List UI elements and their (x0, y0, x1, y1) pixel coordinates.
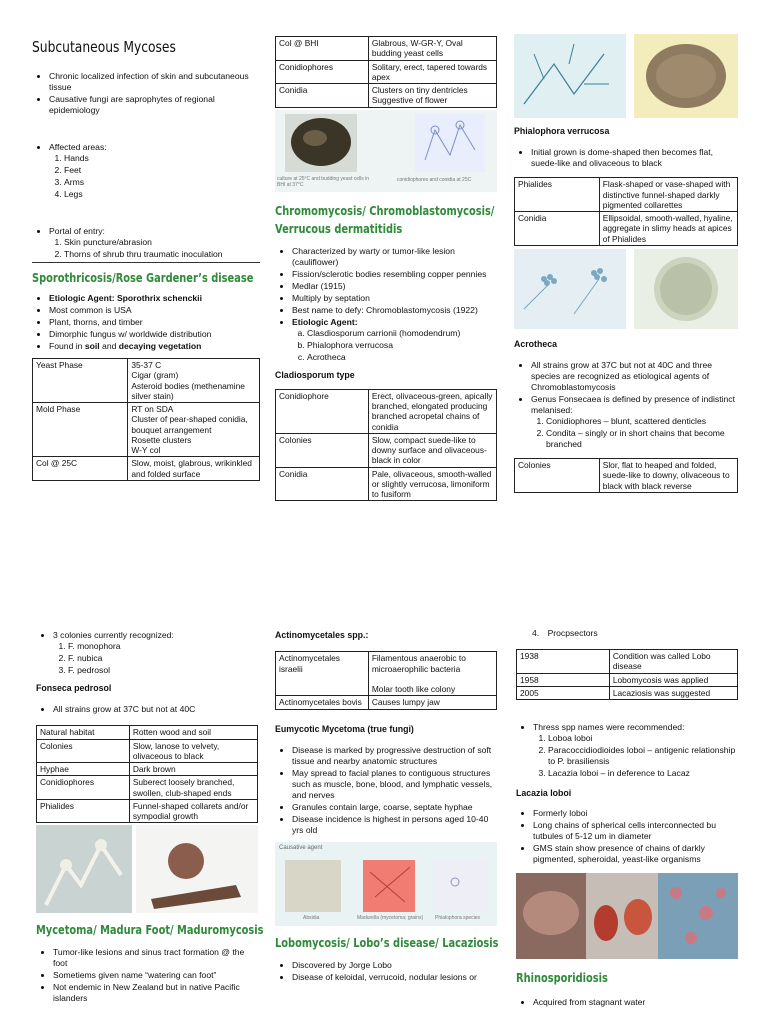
three-item: 3. Lacazia loboi – in deference to Lacaz (548, 768, 738, 779)
acro-bullet: • All strains grow at 37C but not at 40C and three species are recognized as etiological agents of Chromoblastomycosis (531, 360, 738, 393)
phialophora-photo (514, 34, 738, 118)
table-key: Col @ BHI (276, 37, 369, 61)
photo-title: Causative agent (279, 844, 323, 851)
photo-caption: culture at 25°C and budding yeast cells in BHI at 37°C (277, 175, 370, 188)
table-row (276, 696, 497, 709)
table-key: Conidiophores (276, 60, 369, 84)
acro-item: 2. Condita – singly or in short chains that become branched (546, 428, 738, 450)
lacazia-list (516, 808, 738, 865)
chromo-agent-label: Etiologic Agent: (292, 316, 358, 327)
table-key: Actinomycetales bovis (276, 696, 369, 709)
table-value: Filamentous anaerobic to microaerophilic bacteria Molar tooth like colony (368, 652, 496, 696)
table-value: 35-37 C Cigar (gram) Asteroid bodies (methenamine silver stain) (128, 359, 260, 403)
sporo-agent: Etiologic Agent: Sporothrix schenckii (49, 293, 202, 304)
lacazia-photo (516, 873, 738, 959)
affected-list (32, 142, 260, 200)
table-row (517, 686, 738, 699)
phialo-bullet: • Initial grown is dome-shaped then becomes flat, suede-like and olivaceous to black (531, 147, 738, 169)
table-row (276, 433, 497, 467)
eumy-list (275, 745, 497, 836)
table-row (515, 459, 738, 493)
proc-number: 4. (532, 628, 540, 638)
table-key: Phialides (37, 799, 130, 823)
table-value: Condition was called Lobo disease (609, 650, 737, 674)
table-key: 1938 (517, 650, 610, 674)
sporo-found: • Found in soil and decaying vegetation (49, 341, 260, 352)
table-row (37, 776, 258, 800)
three-list (516, 722, 738, 779)
affected-item: 3. Arms (64, 177, 260, 188)
photo-caption: Phialophora species (435, 914, 481, 921)
chromo-bullet: • Multiply by septation (292, 293, 497, 304)
fonseca-bullet: • All strains grow at 37C but not at 40C (53, 704, 258, 715)
colony-item: 2. F. nubica (68, 653, 258, 664)
fonseca-list (36, 704, 258, 715)
phialophora-photo-image (514, 34, 738, 118)
myce-list (36, 947, 258, 1004)
chromo-heading-line2: Verrucous dermatitidis (275, 221, 403, 236)
table-value: Pale, olivaceous, smooth-walled or slightly verrucosa, limoniform to fusiform (368, 467, 496, 501)
table-key: Conidiophore (276, 389, 369, 433)
lacazia-bullet: • Long chains of spherical cells interconnected bu tutbules of 5-12 um in diameter (533, 820, 738, 842)
table-value: Glabrous, W-GR-Y, Oval budding yeast cells (368, 37, 496, 61)
eumy-bullet: • Granules contain large, coarse, septate hyphae (292, 802, 497, 813)
acro-list (514, 360, 738, 450)
table-key: Colonies (515, 459, 600, 493)
fonseca-photo (36, 825, 258, 913)
sporo-heading: Sporothricosis/Rose Gardener’s disease (32, 271, 254, 286)
fonseca-table (36, 725, 258, 823)
table-key: Mold Phase (33, 403, 128, 457)
chromo-list (275, 246, 497, 363)
myce-bullet: • Not endemic in New Zealand but in native Pacific islanders (53, 982, 258, 1004)
table-row (37, 799, 258, 823)
table-value: RT on SDA Cluster of pear-shaped conidia, bouquet arrangement Rosette clusters W-Y col (128, 403, 260, 457)
table-value: Slow, lanose to velvety, olivaceous to black (129, 739, 257, 763)
lobo-heading: Lobomycosis/ Lobo’s disease/ Lacaziosis (275, 935, 499, 950)
table-value: Funnel-shaped collarets and/or sympodial growth (129, 799, 257, 823)
column-4 (36, 630, 264, 1005)
myce-heading: Mycetoma/ Madura Foot/ Maduromycosis (36, 923, 264, 938)
three-item: 1. Loboa loboi (548, 733, 738, 744)
divider (32, 262, 260, 263)
table-value: Causes lumpy jaw (368, 696, 496, 709)
myce-bullet: • Sometiems given name “watering can foot” (53, 970, 258, 981)
sporo-bullet: • Plant, thorns, and timber (49, 317, 260, 328)
table-value: Dark brown (129, 763, 257, 776)
affected-item: 2. Feet (64, 165, 260, 176)
table-row (517, 650, 738, 674)
table-value: Rotten wood and soil (129, 726, 257, 739)
intro-bullet: • Causative fungi are saprophytes of regional epidemiology (49, 94, 260, 116)
table-value: Ellipsoidal, smooth-walled, hyaline, aggregate in slimy heads at apices of Phialides (599, 212, 737, 246)
table-key: Col @ 25C (33, 457, 128, 481)
lobo-list (275, 960, 497, 983)
table-row (37, 739, 258, 763)
chromo-bullet: • Best name to defy: Chromoblastomycosis (1922) (292, 305, 497, 316)
table-row (515, 212, 738, 246)
chromo-heading-line1: Chromomycosis/ Chromoblastomycosis/ (275, 203, 495, 218)
causative-photo (275, 842, 497, 926)
portal-list (32, 226, 260, 260)
table-row (276, 467, 497, 501)
sporo-table (32, 358, 260, 481)
lobo-bullet: • Discovered by Jorge Lobo (292, 960, 497, 971)
acro-bullet: Genus Fonsecaea is defined by presence of indistinct melanised: (531, 394, 735, 415)
colonies-list (36, 630, 258, 676)
table-value: Slow, compact suede-like to downy surface and olivaceous-black in color (368, 433, 496, 467)
table-row (517, 673, 738, 686)
colony-item: 1. F. monophora (68, 641, 258, 652)
table-key: Actinomycetales israelii (276, 652, 369, 696)
chromo-agent: a. Clasdiosporum carrionii (homodendrum) (307, 328, 497, 339)
table-value: Slor, flat to heaped and folded, suede-like to downy, olivaceous to black with black reverse (599, 459, 737, 493)
actino-table (275, 651, 497, 709)
column-6 (516, 628, 738, 1009)
table-key: Yeast Phase (33, 359, 128, 403)
colonies-bullet: 3 colonies currently recognized: (53, 630, 174, 640)
photo-caption: Absidia (303, 914, 320, 921)
phialo-table (514, 177, 738, 246)
table-key: Phialides (515, 178, 600, 212)
acrotheca-photo-image (514, 249, 738, 329)
table-key: Hyphae (37, 763, 130, 776)
years-table (516, 649, 738, 700)
fonseca-photo-image (36, 825, 258, 913)
table-key: Conidiophores (37, 776, 130, 800)
three-bullet: Thress spp names were recommended: (533, 722, 685, 732)
chromo-agent: b. Phialophora verrucosa (307, 340, 497, 351)
table-key: Colonies (276, 433, 369, 467)
sporo-bullet: • Dimorphic fungus w/ worldwide distribution (49, 329, 260, 340)
phialo-label: Phialophora verrucosa (514, 126, 610, 136)
table-key: Conidia (276, 84, 369, 108)
chromo-bullet: • Medlar (1915) (292, 281, 497, 292)
colony-item: 3. F. pedrosol (68, 665, 258, 676)
table-key: 1958 (517, 673, 610, 686)
three-item: 2. Paracoccidiodioides loboi – antigenic relationship to P. brasiliensis (548, 745, 738, 767)
table-key: Conidia (276, 467, 369, 501)
lacazia-photo-image (516, 873, 738, 959)
lacazia-label: Lacazia loboi (516, 788, 572, 798)
affected-label: Affected areas: (49, 142, 107, 153)
intro-bullet: • Chronic localized infection of skin and subcutaneous tissue (49, 71, 260, 93)
table-key: Conidia (515, 212, 600, 246)
rhino-list (516, 997, 738, 1008)
lacazia-bullet: • GMS stain show presence of chains of darkly pigmented, spheroidal, yeast-like organisms (533, 843, 738, 865)
myce-bullet: • Tumor-like lesions and sinus tract formation @ the foot (53, 947, 258, 969)
table-row (37, 726, 258, 739)
table-row (33, 403, 260, 457)
intro-list (32, 71, 260, 116)
eumy-bullet: • Disease incidence is highest in persons aged 10-40 yrs old (292, 814, 497, 836)
table-row (33, 457, 260, 481)
sporo-cont-table (275, 36, 497, 108)
column-2 (275, 36, 497, 501)
table-row (515, 178, 738, 212)
table-value: Erect, olivaceous-green, apically branched, elongated producing branched acropetal chains of conidia (368, 389, 496, 433)
sporo-list (32, 293, 260, 352)
lacazia-bullet: • Formerly loboi (533, 808, 738, 819)
rhino-bullet: • Acquired from stagnant water (533, 997, 738, 1008)
acro-table (514, 458, 738, 493)
table-row (37, 763, 258, 776)
portal-item: 2. Thorns of shrub thru traumatic inoculation (64, 249, 260, 260)
fonseca-label: Fonseca pedrosol (36, 683, 112, 693)
table-value: Slow, moist, glabrous, wrikinkled and folded surface (128, 457, 260, 481)
chromo-bullet: • Characterized by warty or tumor-like lesion (cauliflower) (292, 246, 497, 268)
table-value: Solitary, erect, tapered towards apex (368, 60, 496, 84)
table-row (33, 359, 260, 403)
eumy-bullet: • Disease is marked by progressive destruction of soft tissue and nearby anatomic structures (292, 745, 497, 767)
table-row (276, 652, 497, 696)
table-value: Flask-shaped or vase-shaped with distinctive funnel-shaped darkly pigmented collarettes (599, 178, 737, 212)
column-5 (275, 630, 497, 984)
lobo-bullet: • Disease of keloidal, verrucoid, nodular lesions or (292, 972, 497, 983)
table-row (276, 60, 497, 84)
photo-caption: Madurella (mycetoma; grains) (357, 914, 424, 921)
photo-caption: conidiophores and conidia at 25C (397, 176, 472, 183)
acro-item: 1. Conidiophores – blunt, scattered denticles (546, 416, 738, 427)
table-row (276, 389, 497, 433)
affected-item: 4. Legs (64, 189, 260, 200)
eumy-bullet: • May spread to facial planes to contiguous structures such as muscle, bone, blood, and lymphatic vessels, and nerves (292, 768, 497, 801)
column-3 (514, 34, 738, 493)
clado-table (275, 389, 497, 502)
table-key: 2005 (517, 686, 610, 699)
actino-label: Actinomycetales spp.: (275, 630, 369, 640)
table-value: Lobomycosis was applied (609, 673, 737, 686)
table-value: Clusters on tiny dentricles Suggestive of flower (368, 84, 496, 108)
causative-photo-image (275, 842, 497, 926)
rhino-heading: Rhinosporidiosis (516, 971, 608, 986)
sporo-bullet: • Most common is USA (49, 305, 260, 316)
table-row (276, 84, 497, 108)
phialo-list (514, 147, 738, 169)
column-1 (32, 38, 260, 481)
table-key: Natural habitat (37, 726, 130, 739)
table-value: Lacaziosis was suggested (609, 686, 737, 699)
portal-label: Portal of entry: (49, 226, 105, 237)
table-key: Colonies (37, 739, 130, 763)
acro-label: Acrotheca (514, 338, 558, 349)
page-title: Subcutaneous Mycoses (32, 38, 176, 56)
proc-text: Procpsectors (547, 628, 598, 638)
sporothrix-photo (275, 110, 497, 192)
eumy-label: Eumycotic Mycetoma (true fungi) (275, 723, 414, 734)
portal-item: 1. Skin puncture/abrasion (64, 237, 260, 248)
table-row (276, 37, 497, 61)
clado-label: Cladiosporum type (275, 369, 355, 380)
chromo-agent: c. Acrotheca (307, 352, 497, 363)
affected-item: 1. Hands (64, 153, 260, 164)
chromo-bullet: • Fission/sclerotic bodies resembling copper pennies (292, 269, 497, 280)
acrotheca-photo (514, 249, 738, 329)
proc-line (516, 628, 738, 639)
table-value: Suberect loosely branched, swollen, club-shaped ends (129, 776, 257, 800)
